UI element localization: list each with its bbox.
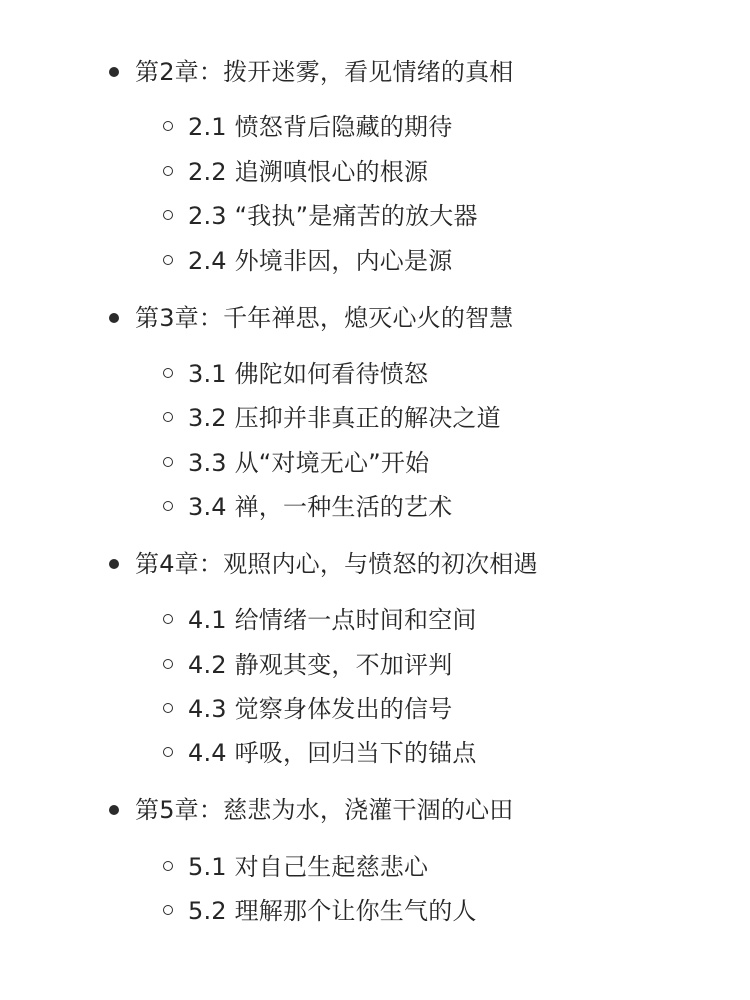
- section-title: 3.2 压抑并非真正的解决之道: [188, 404, 501, 432]
- section-title: 2.1 愤怒背后隐藏的期待: [188, 113, 453, 141]
- section-title: 4.1 给情绪一点时间和空间: [188, 606, 477, 634]
- bullet-circle-icon: [163, 368, 173, 378]
- bullet-circle-icon: [163, 747, 173, 757]
- bullet-circle-icon: [163, 166, 173, 176]
- bullet-circle-icon: [163, 659, 173, 669]
- chapter-title: 第3章：千年禅思，熄灭心火的智慧: [135, 304, 514, 332]
- section-title: 2.2 追溯嗔恨心的根源: [188, 158, 429, 186]
- section-title: 2.3 “我执”是痛苦的放大器: [188, 202, 478, 230]
- bullet-circle-icon: [163, 703, 173, 713]
- bullet-disc-icon: [109, 67, 119, 77]
- section-title: 4.2 静观其变，不加评判: [188, 651, 453, 679]
- section-title: 4.4 呼吸，回归当下的锚点: [188, 739, 477, 767]
- bullet-disc-icon: [109, 805, 119, 815]
- bullet-circle-icon: [163, 861, 173, 871]
- bullet-circle-icon: [163, 614, 173, 624]
- bullet-circle-icon: [163, 255, 173, 265]
- chapter-title: 第5章：慈悲为水，浇灌干涸的心田: [135, 796, 514, 824]
- bullet-disc-icon: [109, 313, 119, 323]
- section-title: 3.4 禅，一种生活的艺术: [188, 493, 453, 521]
- bullet-circle-icon: [163, 457, 173, 467]
- bullet-circle-icon: [163, 121, 173, 131]
- bullet-circle-icon: [163, 905, 173, 915]
- bullet-disc-icon: [109, 559, 119, 569]
- bullet-circle-icon: [163, 210, 173, 220]
- section-title: 2.4 外境非因，内心是源: [188, 247, 453, 275]
- bullet-circle-icon: [163, 501, 173, 511]
- section-title: 5.1 对自己生起慈悲心: [188, 853, 429, 881]
- section-title: 5.2 理解那个让你生气的人: [188, 897, 477, 925]
- section-title: 4.3 觉察身体发出的信号: [188, 695, 453, 723]
- bullet-circle-icon: [163, 412, 173, 422]
- section-title: 3.3 从“对境无心”开始: [188, 449, 430, 477]
- chapter-title: 第4章：观照内心，与愤怒的初次相遇: [135, 550, 538, 578]
- chapter-title: 第2章：拨开迷雾，看见情绪的真相: [135, 58, 514, 86]
- section-title: 3.1 佛陀如何看待愤怒: [188, 360, 429, 388]
